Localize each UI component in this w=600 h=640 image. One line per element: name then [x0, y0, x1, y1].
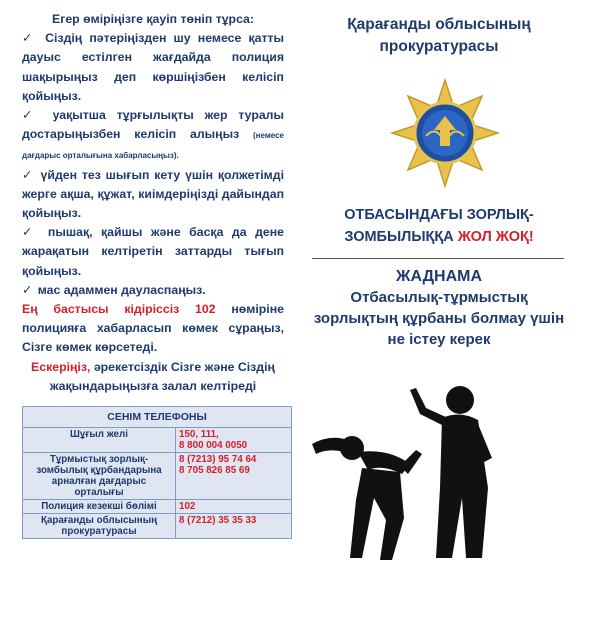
- tip-documents: ✓ үйден тез шығып кету үшін қолжетімді жерге ақша, құжат, киімдеріңізді дайындап қойыңыз.: [22, 167, 284, 221]
- check-icon: ✓: [22, 282, 33, 297]
- warning-note: Ескеріңіз, әрекетсіздік Сізге және Сіздің жақындарыңызға залал келтіреді: [31, 359, 275, 393]
- reminder-subtitle: Отбасылық-тұрмыстық зорлықтың құрбаны болмау үшін не істеу керек: [313, 289, 565, 348]
- table-row: Қарағанды облысының прокуратурасы 8 (7212) 35 35 33: [23, 514, 292, 539]
- tip-neighbours: ✓ Сіздің пәтеріңізден шу немесе қатты дауыс естілген жағдайда полиция шақырыңыз деп көршіңізбен келісіп қойыңыз.: [22, 31, 284, 103]
- table-header: СЕНІМ ТЕЛЕФОНЫ: [23, 407, 292, 428]
- advice-heading: Егер өміріңізге қауіп төніп тұрса:: [52, 12, 254, 26]
- reminder-title-block: [308, 266, 570, 350]
- violence-silhouette-icon: [292, 378, 532, 568]
- slogan: ОТБАСЫНДАҒЫ ЗОРЛЫҚ- ЗОМБЫЛЫҚҚА ЖОЛ ЖОҚ!: [344, 207, 534, 245]
- tip-shelter: ✓ уақытша тұрғылықты жер туралы достарыңызбен келісіп алыңыз (немесе дағдарыс орталығына хабарласыңыз).: [22, 108, 284, 161]
- advice-column: [22, 10, 284, 396]
- check-icon: ✓: [22, 31, 37, 46]
- check-icon: ✓: [22, 108, 40, 123]
- divider: [312, 258, 564, 259]
- prosecutor-emblem-icon: [390, 78, 500, 188]
- tip-hide-objects: ✓ пышақ, қайшы және басқа да дене жарақатын келтіретін заттарды тығып қойыңыз.: [22, 225, 284, 278]
- table-row: Шұғыл желі 150, 111, 8 800 004 0050: [23, 428, 292, 453]
- urgent-call: Ең бастысы кідіріссіз 102 нөміріне полицияға хабарласып көмек сұраңыз, Сізге көмек көрсетеді.: [22, 302, 284, 355]
- check-icon: ✓: [22, 225, 38, 240]
- table-row: Тұрмыстық зорлық-зомбылық құрбандарына арналған дағдарыс орталығы 8 (7213) 95 74 64 8 705 826 85 69: [23, 453, 292, 500]
- reminder-title: ЖАДНАМА: [396, 268, 482, 285]
- table-row: Полиция кезекші бөлімі 102: [23, 500, 292, 514]
- trust-phone-table: [22, 406, 292, 539]
- organization-name: Қарағанды облысының прокуратурасы: [347, 16, 531, 55]
- tip-no-argue: ✓ мас адаммен дауласпаңыз.: [22, 282, 206, 297]
- check-icon: ✓: [22, 167, 34, 182]
